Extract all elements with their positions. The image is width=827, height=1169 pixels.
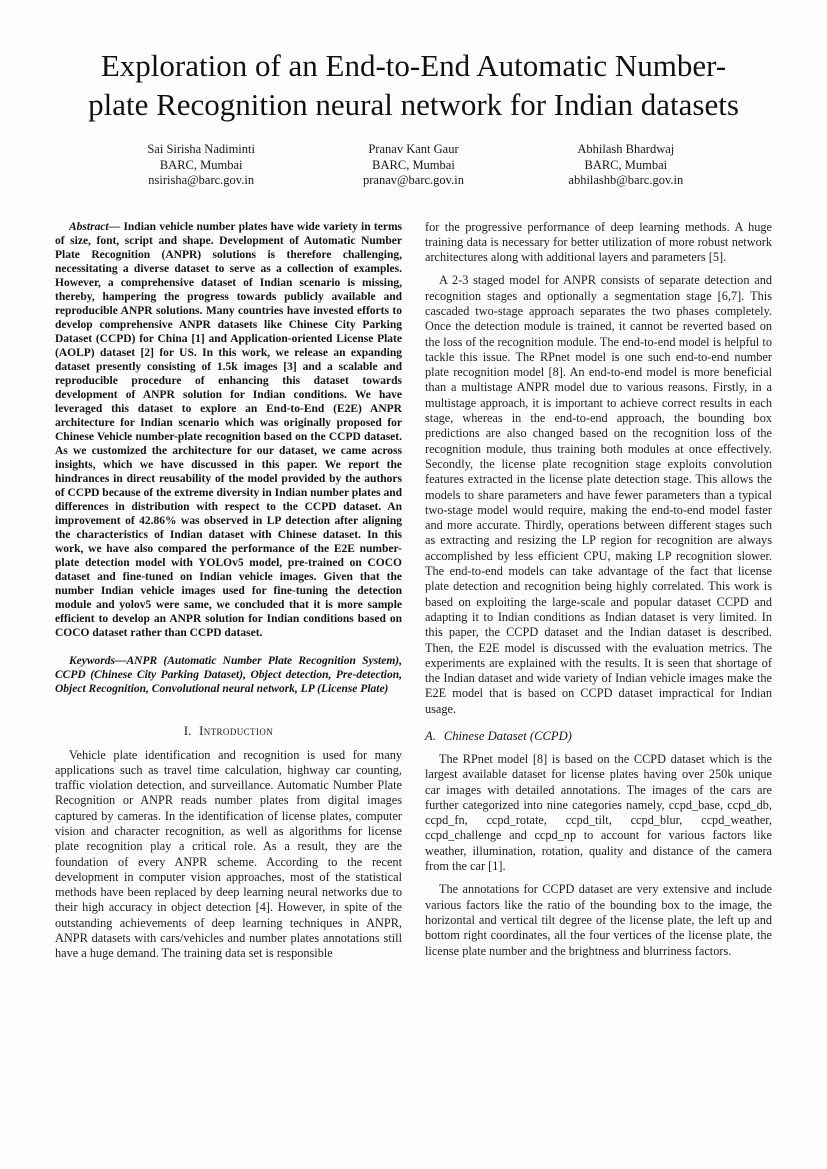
author-email: nsirisha@barc.gov.in [148,173,255,187]
author-card [520,142,732,189]
section-title: Introduction [199,723,274,738]
intro-paragraph-2: A 2-3 staged model for ANPR consists of separate detection and recognition stages and optionally a segmentation stage [6,7]. This cascaded two-stage approach separates the two phases completely. Once the detection module is trained, it cannot be reverted based on the loss of the recognition module. The end-to-end model is helpful to tackle this issue. The RPnet model is one such end-to-end number plate recognition model [8]. An end-to-end model is more beneficial than a multistage ANPR model due to various reasons. Firstly, in a multistage approach, it is important to achieve correct results in each stage, whereas in the end-to-end approach, the bounding box predictions are also changed based on the recognition loss of the recognition module, thus training both modules at once effectively. Secondly, the license plate recognition stage exploits convolution features extracted in the license plate detection stage. This allows the models to share parameters and have fewer parameters than a typical two-stage model would require, making the end-to-end model faster and more accurate. Thirdly, operations between different stages such as extracting and resizing the LP region for recognition are always accomplished by less efficient CPU, making LP recognition slower. The end-to-end models can take advantage of the fact that license plate detection and recognition being highly correlated. This work is based on exploiting the large-scale and popular dataset CCPD and adapting it to Indian conditions as Indian dataset is very limited. In this paper, the CCPD dataset and the Indian dataset is described. Then, the E2E model is discussed with the evaluation metrics. The experiments are explained with the results. It is seen that shortage of the Indian dataset and wide variety of Indian vehicle images make the E2E model that is based on CCPD dataset impractical for Indian usage. [425,273,772,716]
two-column-body [55,220,772,962]
keywords-label: Keywords— [69,654,127,667]
abstract-text: Indian vehicle number plates have wide variety in terms of size, font, script and shape. Development of Automatic Number Plate Recognition (ANPR) solutions is therefore challenging, necessitating a diverse dataset to serve as a collection of examples. However, a comprehensive dataset of Indian scenario is missing, thereby, hampering the progress towards publicly available and reproducible ANPR solutions. Many countries have invested efforts to develop comprehensive ANPR datasets like Chinese City Parking Dataset (CCPD) for China [1] and Application-oriented License Plate (AOLP) dataset [2] for US. In this work, we release an expanding dataset presently consisting of 1.5k images [3] and a scalable and reproducible procedure of enhancing this dataset towards development of ANPR solution for Indian conditions. We have leveraged this dataset to explore an End-to-End (E2E) ANPR architecture for Indian scenario which was originally proposed for Chinese Vehicle number-plate recognition based on the CCPD dataset. As we customized the architecture for our dataset, we came across insights, which we have discussed in this paper. We report the hindrances in direct reusability of the model provided by the authors of CCPD because of the extreme diversity in Indian number plates and differences in distribution with respect to the CCPD dataset. An improvement of 42.86% was observed in LP detection after aligning the characteristics of Indian dataset with Chinese dataset. In this work, we have also compared the performance of the E2E number-plate detection model with YOLOv5 model, pre-trained on COCO dataset and fine-tuned on Indian vehicle images. Given that the number Indian vehicle images used for fine-tuning the detection module and yolov5 were same, we concluded that it is more sample efficient to develop an ANPR solution for Indian conditions based on COCO dataset rather than CCPD dataset. [55,220,402,639]
author-email: pranav@barc.gov.in [363,173,464,187]
author-card [307,142,519,189]
ccpd-paragraph-1: The RPnet model [8] is based on the CCPD dataset which is the largest available dataset for license plates having over 250k unique car images with detailed annotations. The images of the cars are further categorized into nine categories namely, ccpd_base, ccpd_db, ccpd_fn, ccpd_rotate, ccpd_tilt, ccpd_blur, ccpd_weather, ccpd_challenge and ccpd_np to account for various factors like weather, illumination, rotation, quality and distance of the camera from the car [1]. [425,752,772,874]
author-name: Abhilash Bhardwaj [577,142,675,156]
author-card [95,142,307,189]
subsection-heading-chinese-dataset [425,729,772,744]
subsection-title: Chinese Dataset (CCPD) [443,729,572,743]
paper-title-line-2: plate Recognition neural network for Indian datasets [88,87,739,122]
left-column [55,220,402,962]
author-name: Pranav Kant Gaur [368,142,459,156]
subsection-letter: A. [425,729,436,743]
keywords-text: ANPR (Automatic Number Plate Recognition System), CCPD (Chinese City Parking Dataset), Object detection, Pre-detection, Object Recognition, Convolutional neural network, LP (License Plate) [55,654,402,695]
paper-title-line-1: Exploration of an End-to-End Automatic Number- [100,48,727,83]
ccpd-paragraph-2: The annotations for CCPD dataset are very extensive and include various factors like the ratio of the bounding box to the image, the horizontal and vertical tilt degree of the license plate, the left up and bottom right coordinates, all the four vertices of the license plate, the license plate number and the brightness and blurriness factors. [425,882,772,958]
section-heading-introduction [55,724,402,739]
author-block [95,142,732,189]
section-number: I. [183,723,192,738]
paper-title [55,46,772,124]
author-name: Sai Sirisha Nadiminti [147,142,255,156]
intro-paragraph-1-continued: for the progressive performance of deep learning methods. A huge training data is necessary for better utilization of more robust network architectures along with additional layers and parameters [5]. [425,219,772,265]
abstract-paragraph [55,220,402,640]
right-column [425,220,772,962]
intro-paragraph-1: Vehicle plate identification and recognition is used for many applications such as travel time calculation, highway car counting, traffic violation detection, and surveillance. Automatic Number Plate Recognition or ANPR reads number plates from digital images captured by cameras. In the identification of license plates, computer vision and character recognition, as well as algorithms for license plate recognition play a critical role. As a result, they are the foundation of every ANPR scheme. According to the recent development in computer vision approaches, most of the statistical methods have been replaced by deep learning neural networks due to their high accuracy in object detection [4]. However, in spite of the outstanding achievements of deep learning techniques in ANPR, ANPR datasets with cars/vehicles and number plates annotations still have a huge demand. The training data set is responsible [55,747,402,961]
keywords-paragraph [55,654,402,696]
author-affiliation: BARC, Mumbai [372,157,455,172]
abstract-label: Abstract— [69,220,121,233]
author-email: abhilashb@barc.gov.in [568,173,684,187]
author-affiliation: BARC, Mumbai [584,157,668,172]
author-affiliation: BARC, Mumbai [159,157,243,172]
